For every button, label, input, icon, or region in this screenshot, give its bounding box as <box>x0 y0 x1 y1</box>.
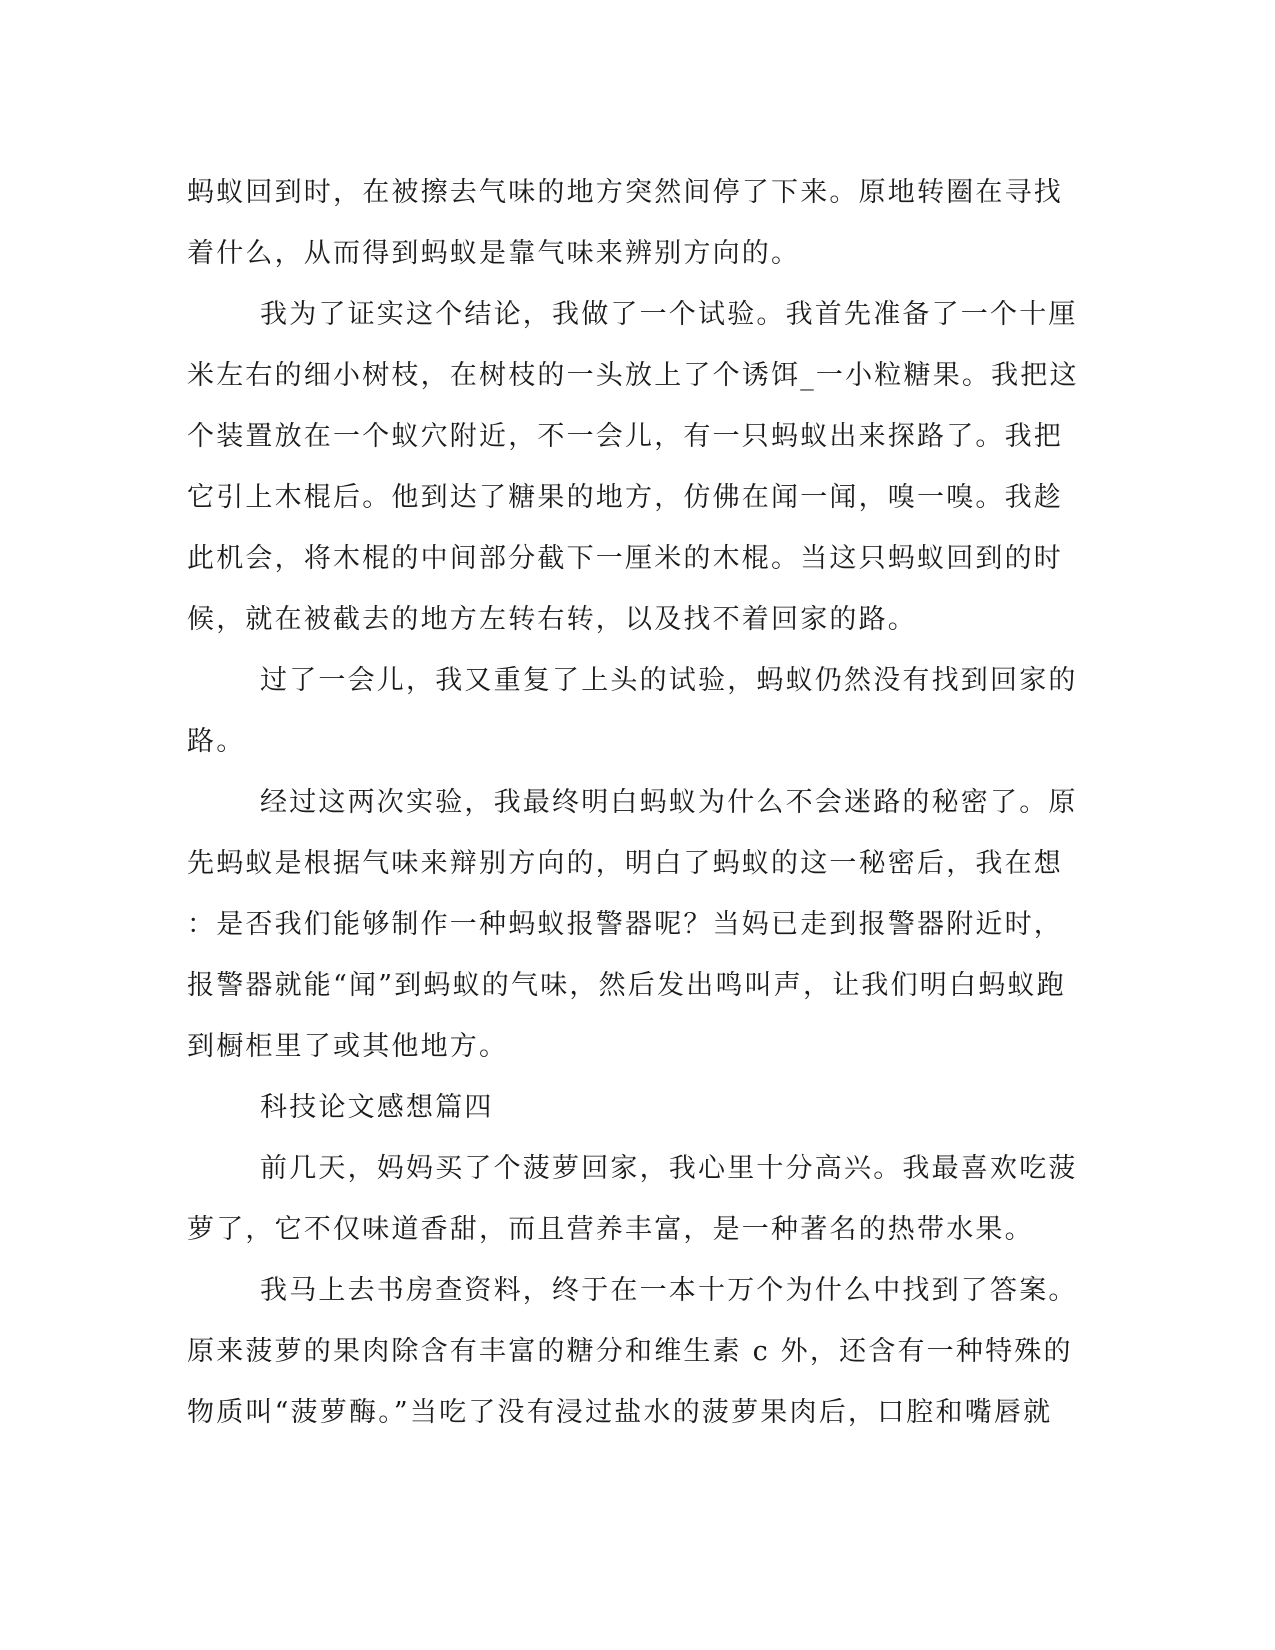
text-line: 物质叫“菠萝酶。”当吃了没有浸过盐水的菠萝果肉后，口腔和嘴唇就 <box>187 1397 1053 1428</box>
text-line: 前几天，妈妈买了个菠萝回家，我心里十分高兴。我最喜欢吃菠 <box>260 1153 1078 1184</box>
text-line: 报警器就能“闻”到蚂蚁的气味，然后发出鸣叫声，让我们明白蚂蚁跑 <box>187 970 1066 1001</box>
text-line: 我马上去书房查资料，终于在一本十万个为什么中找到了答案。 <box>260 1275 1078 1306</box>
text-line: 我为了证实这个结论，我做了一个试验。我首先准备了一个十厘 <box>260 299 1078 330</box>
text-line: 它引上木棍后。他到达了糖果的地方，仿佛在闻一闻，嗅一嗅。我趁 <box>187 482 1063 513</box>
text-line: 萝了，它不仅味道香甜，而且营养丰富，是一种著名的热带水果。 <box>187 1214 1034 1245</box>
text-line: 路。 <box>187 726 246 757</box>
text-line: 到橱柜里了或其他地方。 <box>187 1031 509 1062</box>
text-line: 蚂蚁回到时，在被擦去气味的地方突然间停了下来。原地转圈在寻找 <box>187 177 1063 208</box>
text-line: 经过这两次实验，我最终明白蚂蚁为什么不会迷路的秘密了。原 <box>260 787 1078 818</box>
text-line: 着什么，从而得到蚂蚁是靠气味来辨别方向的。 <box>187 238 801 269</box>
text-line: 候，就在被截去的地方左转右转，以及找不着回家的路。 <box>187 604 917 635</box>
section-heading: 科技论文感想篇四 <box>260 1092 494 1123</box>
text-line: 先蚂蚁是根据气味来辩别方向的，明白了蚂蚁的这一秘密后，我在想 <box>187 848 1063 879</box>
text-line: 过了一会儿，我又重复了上头的试验，蚂蚁仍然没有找到回家的 <box>260 665 1078 696</box>
text-line: 个装置放在一个蚁穴附近，不一会儿，有一只蚂蚁出来探路了。我把 <box>187 421 1063 452</box>
text-line: 此机会，将木棍的中间部分截下一厘米的木棍。当这只蚂蚁回到的时 <box>187 543 1063 574</box>
text-line: 原来菠萝的果肉除含有丰富的糖分和维生素 c 外，还含有一种特殊的 <box>187 1336 1073 1367</box>
text-line: 米左右的细小树枝，在树枝的一头放上了个诱饵_一小粒糖果。我把这 <box>187 360 1079 391</box>
document-page <box>187 162 1087 1443</box>
text-line: ：是否我们能够制作一种蚂蚁报警器呢？当妈已走到报警器附近时， <box>187 909 1063 940</box>
